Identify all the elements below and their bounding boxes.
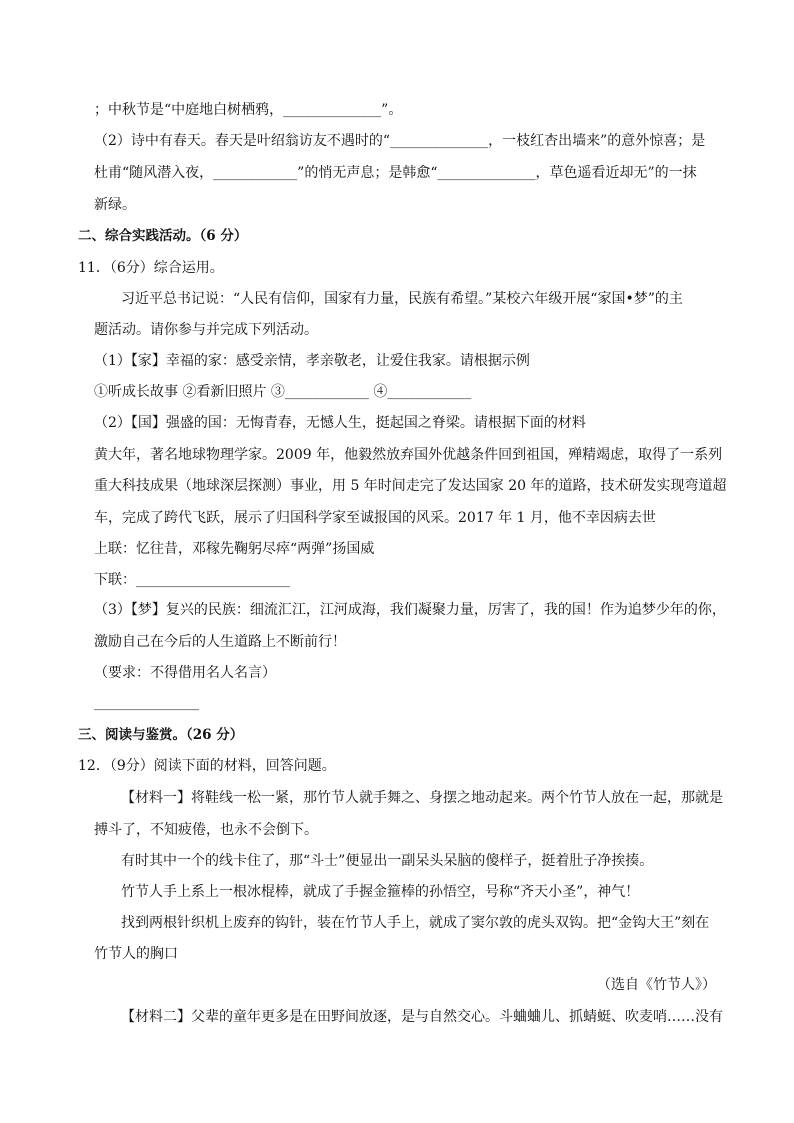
text-line: 【材料二】父辈的童年更多是在田野间放逐，是与自然交心。斗蛐蛐儿、抓蜻蜓、吹麦哨……没有 <box>121 1009 723 1025</box>
text-line: 习近平总书记说：“人民有信仰，国家有力量，民族有希望。”某校六年级开展“家国•梦”的主 <box>121 291 683 307</box>
text-line: 找到两根针织机上废弃的钩针，装在竹节人手上，就成了窦尔敦的虎头双钩。把“金钩大王”刻在 <box>121 915 710 931</box>
question-title: 11．（6分）综合运用。 <box>78 260 224 276</box>
text-line: 有时其中一个的线卡住了，那“斗士”便显出一副呆头呆脑的傻样子，挺着肚子净挨揍。 <box>121 853 654 869</box>
text-line: （2）【国】强盛的国：无悔青春，无憾人生，挺起国之脊梁。请根据下面的材料 <box>94 415 586 431</box>
section-heading: 二、综合实践活动。（6 分） <box>78 228 248 244</box>
question-title: 12．（9分）阅读下面的材料，回答问题。 <box>78 758 336 774</box>
text-line: 题活动。请你参与并完成下列活动。 <box>94 322 318 338</box>
source-citation: （选自《竹节人》） <box>597 977 716 993</box>
text-line: （2）诗中有春天。春天是叶绍翁访友不遇时的“______________，一枝红杏出墙来”的意外惊喜；是 <box>94 133 706 149</box>
text-line: 激励自己在今后的人生道路上不断前行！ <box>94 634 346 650</box>
text-line: 黄大年，著名地球物理学家。2009 年，他毅然放弃国外优越条件回到祖国，殚精竭虑，取得了一系列 <box>94 447 723 463</box>
text-line: ；中秋节是“中庭地白树栖鸦，______________”。 <box>94 102 403 118</box>
section-heading: 三、阅读与鉴赏。（26 分） <box>78 727 244 743</box>
text-line: 搏斗了，不知疲倦，也永不会倒下。 <box>94 822 318 838</box>
text-line: 【材料一】将鞋线一松一紧，那竹节人就手舞之、身摆之地动起来。两个竹节人放在一起，那就是 <box>121 790 723 806</box>
text-line: 新绿。 <box>94 197 136 213</box>
text-line: 上联：忆往昔，邓稼先鞠躬尽瘁“两弹”扬国威 <box>94 541 375 557</box>
text-line: 杜甫“随风潜入夜，____________”的悄无声息；是韩愈“______________，草色遥看近却无”的一抹 <box>94 165 697 181</box>
text-line: 竹节人的胸口 <box>94 946 178 962</box>
text-line: （要求：不得借用名人名言） <box>94 665 276 681</box>
answer-blank: _______________ <box>94 695 199 711</box>
text-line: ①听成长故事 ②看新旧照片 ③____________ ④____________ <box>94 384 472 400</box>
text-line: 重大科技成果（地球深层探测）事业，用 5 年时间走完了发达国家 20 年的道路，技术研发实现弯道超 <box>94 478 727 494</box>
text-line: 竹节人手上系上一根冰棍棒，就成了手握金箍棒的孙悟空，号称“齐天小圣”，神气！ <box>121 884 640 900</box>
text-line: （1）【家】幸福的家：感受亲情，孝亲敬老，让爱住我家。请根据示例 <box>94 353 530 369</box>
text-line: （3）【梦】复兴的民族：细流汇江，江河成海，我们凝聚力量，厉害了，我的国！作为追梦少年的你， <box>94 602 726 618</box>
text-line: 车，完成了跨代飞跃，展示了归国科学家至诚报国的风采。2017 年 1 月，他不幸因病去世 <box>94 510 656 526</box>
text-line: 下联：______________________ <box>94 572 290 588</box>
